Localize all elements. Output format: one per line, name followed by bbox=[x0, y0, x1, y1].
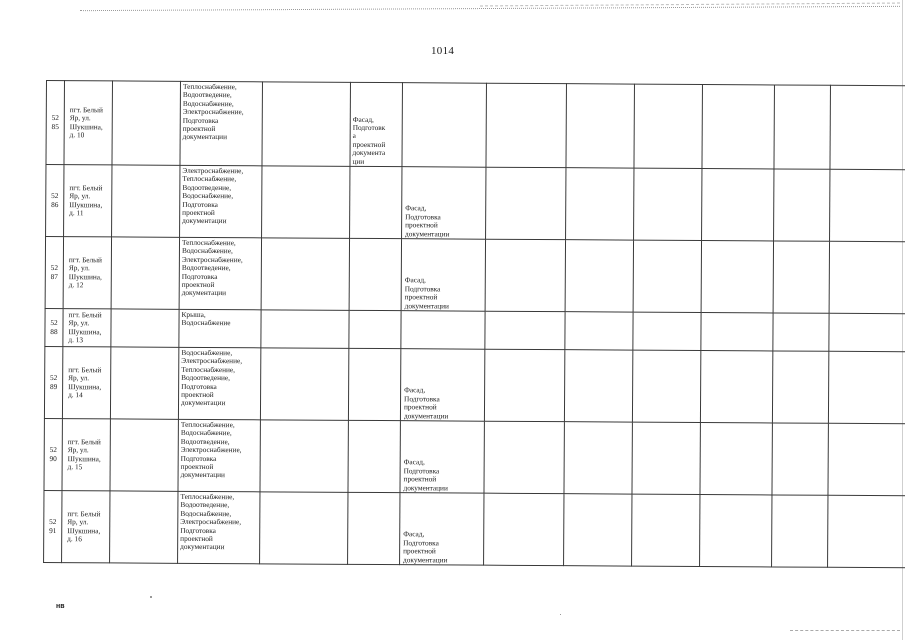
works-cell bbox=[178, 491, 260, 563]
empty-cell bbox=[484, 349, 564, 421]
facade-cell-primary bbox=[349, 310, 401, 348]
table-row bbox=[44, 418, 905, 495]
address-line: пгт. Белый bbox=[68, 254, 103, 265]
row-number-part: 52 bbox=[51, 191, 59, 201]
address-line: д. 11 bbox=[69, 208, 84, 218]
works-line: Водоснабжение, bbox=[181, 246, 233, 256]
row-number-cell bbox=[46, 81, 65, 165]
facade-line: Фасад, bbox=[403, 457, 425, 467]
empty-cell bbox=[485, 239, 565, 311]
empty-cell bbox=[634, 84, 703, 168]
address-cell bbox=[62, 419, 110, 491]
address-line: д. 16 bbox=[67, 534, 82, 544]
works-line: Теплоснабжение, bbox=[180, 419, 235, 430]
empty-cell bbox=[701, 241, 773, 313]
works-line: Электроснабжение, bbox=[180, 445, 242, 455]
empty-cell bbox=[110, 347, 178, 419]
facade-line: Фасад, bbox=[404, 385, 426, 395]
empty-cell bbox=[112, 81, 181, 165]
facade-line: Подготовка bbox=[403, 537, 439, 548]
works-line: Водоотведение, bbox=[180, 500, 230, 510]
facade-line: Подготовка bbox=[405, 211, 441, 222]
facade-line: Подготовка bbox=[404, 283, 441, 294]
address-line: д. 13 bbox=[68, 335, 84, 345]
works-line: Крыша, bbox=[181, 309, 206, 319]
table-row bbox=[46, 165, 905, 242]
scan-speck bbox=[560, 614, 561, 615]
works-line: Водоснабжение, bbox=[182, 98, 234, 108]
works-line: документации bbox=[181, 398, 226, 408]
address-cell bbox=[64, 81, 113, 165]
facade-line: проектной bbox=[404, 292, 438, 302]
empty-cell bbox=[772, 351, 828, 423]
works-line: Электроснабжение, bbox=[182, 165, 244, 176]
empty-cell bbox=[564, 494, 632, 566]
address-line: Шукшина, bbox=[68, 271, 102, 281]
scan-speck bbox=[150, 596, 152, 598]
facade-line: документа bbox=[352, 148, 386, 158]
empty-cell bbox=[484, 493, 564, 565]
facade-line: Подготовка bbox=[404, 393, 440, 404]
row-number-cell bbox=[45, 308, 63, 346]
empty-cell bbox=[260, 348, 348, 421]
empty-cell bbox=[828, 495, 905, 568]
empty-cell bbox=[110, 419, 178, 491]
address-cell bbox=[63, 237, 111, 309]
empty-cell bbox=[829, 313, 905, 352]
empty-cell bbox=[110, 491, 178, 563]
address-line: пгт. Белый bbox=[69, 104, 103, 115]
empty-cell bbox=[772, 495, 828, 567]
row-number-part: 86 bbox=[51, 199, 59, 209]
facade-cell-secondary bbox=[400, 421, 484, 494]
address-line: Яр, ул. bbox=[68, 263, 90, 273]
facade-cell-primary bbox=[348, 420, 400, 492]
empty-cell bbox=[633, 240, 701, 312]
empty-cell bbox=[565, 312, 633, 350]
facade-line: Фасад, bbox=[405, 203, 427, 213]
works-cell bbox=[180, 81, 263, 165]
address-cell bbox=[62, 491, 110, 563]
facade-cell-primary bbox=[349, 238, 401, 310]
address-line: Шукшина, bbox=[69, 121, 103, 131]
row-number-part: 52 bbox=[49, 445, 57, 455]
empty-cell bbox=[828, 423, 905, 496]
scan-edge-bottom bbox=[790, 630, 900, 631]
table-row bbox=[45, 237, 905, 314]
address-line: Шукшина, bbox=[67, 453, 101, 463]
empty-cell bbox=[565, 240, 633, 312]
works-line: проектной bbox=[180, 461, 214, 472]
row-number-cell bbox=[46, 165, 64, 237]
row-number-cell bbox=[44, 490, 62, 562]
facade-line: документации bbox=[403, 554, 448, 565]
row-number-cell bbox=[45, 237, 63, 309]
facade-line: Фасад, bbox=[352, 114, 374, 124]
row-number-part: 52 bbox=[50, 318, 58, 328]
works-line: Электроснабжение, bbox=[180, 517, 242, 527]
empty-cell bbox=[701, 313, 773, 351]
facade-line: ции bbox=[352, 156, 365, 166]
empty-cell bbox=[485, 311, 565, 349]
facade-cell-primary bbox=[350, 166, 402, 238]
works-line: Водоснабжение, bbox=[182, 191, 234, 201]
works-cell bbox=[180, 165, 262, 237]
works-line: Водоснабжение, bbox=[180, 428, 232, 438]
works-line: Теплоснабжение, bbox=[181, 237, 236, 248]
row-number-part: 87 bbox=[50, 271, 58, 281]
facade-line: проектной bbox=[403, 402, 437, 412]
row-number-cell bbox=[44, 346, 62, 418]
facade-line: документации bbox=[405, 228, 450, 239]
row-number-part: 90 bbox=[49, 453, 57, 463]
empty-cell bbox=[111, 237, 179, 309]
empty-cell bbox=[486, 83, 567, 167]
works-line: проектной bbox=[180, 533, 213, 544]
facade-line: Подготовк bbox=[352, 122, 386, 133]
empty-cell bbox=[774, 169, 830, 241]
facade-line: документации bbox=[403, 482, 448, 493]
empty-cell bbox=[633, 312, 701, 350]
table-row bbox=[44, 490, 905, 567]
facade-line: а bbox=[352, 131, 356, 141]
empty-cell bbox=[700, 495, 772, 567]
address-line: Яр, ул. bbox=[67, 445, 89, 455]
facade-line: документации bbox=[403, 410, 449, 421]
works-line: проектной bbox=[181, 389, 214, 400]
facade-cell-primary bbox=[348, 348, 400, 420]
facade-line: проектной bbox=[403, 546, 436, 556]
address-line: Шукшина, bbox=[68, 381, 102, 391]
facade-line: Фасад, bbox=[403, 529, 425, 539]
table-row bbox=[44, 346, 905, 423]
works-line: Теплоснабжение, bbox=[181, 364, 236, 374]
repair-schedule-table bbox=[43, 80, 905, 568]
empty-cell bbox=[111, 309, 179, 347]
works-cell bbox=[178, 419, 260, 491]
empty-cell bbox=[829, 241, 905, 314]
facade-line: Фасад, bbox=[404, 275, 426, 285]
empty-cell bbox=[564, 350, 632, 422]
row-number-part: 89 bbox=[49, 381, 58, 391]
works-cell bbox=[179, 309, 261, 348]
row-number-part: 52 bbox=[49, 373, 58, 383]
address-line: д. 15 bbox=[67, 462, 83, 472]
row-number-part: 85 bbox=[51, 121, 59, 131]
address-line: пгт. Белый bbox=[67, 436, 101, 447]
address-line: Яр, ул. bbox=[68, 318, 90, 328]
empty-cell bbox=[632, 422, 700, 494]
address-line: д. 12 bbox=[68, 280, 84, 290]
facade-cell-secondary bbox=[402, 167, 486, 240]
empty-cell bbox=[700, 423, 772, 495]
facade-line: проектной bbox=[403, 474, 437, 484]
empty-cell bbox=[632, 494, 700, 566]
facade-cell-secondary bbox=[401, 239, 485, 312]
facade-cell-secondary bbox=[400, 493, 484, 566]
works-line: Подготовка bbox=[181, 271, 218, 281]
empty-cell bbox=[260, 420, 348, 493]
footer-mark: нв bbox=[56, 603, 65, 610]
works-line: Подготовка bbox=[181, 381, 217, 391]
empty-cell bbox=[261, 238, 349, 311]
empty-cell bbox=[112, 165, 180, 237]
works-line: Водоснабжение bbox=[181, 318, 231, 328]
works-line: Водоотведение, bbox=[182, 182, 232, 192]
works-line: Теплоснабжение, bbox=[180, 491, 235, 502]
address-line: Яр, ул. bbox=[69, 191, 91, 201]
works-line: Электроснабжение, bbox=[181, 254, 243, 265]
facade-line: документации bbox=[404, 300, 450, 311]
address-line: Яр, ул. bbox=[68, 373, 90, 383]
works-cell bbox=[178, 347, 260, 419]
facade-cell-primary bbox=[350, 82, 403, 166]
works-line: Водоснабжение, bbox=[181, 347, 233, 358]
row-number-part: 88 bbox=[50, 326, 58, 336]
row-number-part: 52 bbox=[49, 517, 57, 527]
works-line: документации bbox=[180, 470, 225, 480]
row-number-cell bbox=[44, 418, 62, 490]
address-line: Яр, ул. bbox=[69, 113, 91, 123]
address-line: д. 10 bbox=[69, 130, 85, 140]
works-line: документации bbox=[182, 132, 228, 142]
works-line: документации bbox=[181, 288, 227, 298]
works-line: Водоотведение, bbox=[180, 436, 230, 446]
address-line: Яр, ул. bbox=[67, 517, 89, 527]
empty-cell bbox=[484, 421, 564, 493]
works-line: Теплоснабжение, bbox=[182, 174, 237, 184]
empty-cell bbox=[262, 82, 351, 167]
works-line: Подготовка bbox=[182, 115, 219, 125]
works-line: Водоотведение, bbox=[181, 263, 231, 273]
works-line: Подготовка bbox=[180, 525, 216, 535]
facade-line: Подготовка bbox=[403, 465, 440, 476]
empty-cell bbox=[773, 313, 829, 351]
works-line: Водоотведение, bbox=[182, 90, 232, 100]
row-number-part: 91 bbox=[49, 525, 57, 535]
empty-cell bbox=[634, 168, 702, 240]
address-line: Шукшина, bbox=[68, 326, 102, 336]
works-line: Электроснабжение, bbox=[181, 356, 243, 366]
works-line: Подготовка bbox=[182, 199, 218, 209]
empty-cell bbox=[566, 84, 635, 168]
works-line: документации bbox=[180, 542, 225, 552]
table-row bbox=[46, 81, 905, 170]
empty-cell bbox=[262, 166, 350, 239]
works-line: Теплоснабжение, bbox=[182, 81, 237, 92]
empty-cell bbox=[566, 168, 634, 240]
empty-cell bbox=[774, 85, 831, 169]
empty-cell bbox=[702, 85, 775, 169]
address-cell bbox=[64, 165, 112, 237]
table-row bbox=[45, 308, 905, 351]
facade-cell-secondary bbox=[400, 349, 484, 422]
address-line: пгт. Белый bbox=[67, 508, 101, 519]
empty-cell bbox=[486, 167, 566, 239]
repair-schedule-sheet bbox=[43, 80, 836, 585]
empty-cell bbox=[830, 85, 905, 170]
works-line: проектной bbox=[181, 279, 215, 290]
address-line: пгт. Белый bbox=[68, 309, 102, 320]
facade-cell-secondary bbox=[401, 311, 485, 350]
facade-line: проектной bbox=[405, 220, 438, 230]
row-number-part: 52 bbox=[50, 263, 59, 273]
empty-cell bbox=[260, 492, 348, 565]
empty-cell bbox=[772, 423, 828, 495]
address-line: пгт. Белый bbox=[68, 364, 102, 375]
facade-cell-primary bbox=[348, 492, 400, 564]
works-line: Водоотведение, bbox=[181, 373, 230, 383]
empty-cell bbox=[632, 350, 700, 422]
empty-cell bbox=[773, 241, 829, 313]
address-cell bbox=[63, 309, 111, 347]
address-cell bbox=[62, 347, 110, 419]
works-line: проектной bbox=[182, 123, 216, 134]
works-line: Водоснабжение, bbox=[180, 508, 232, 518]
facade-cell-secondary bbox=[402, 83, 487, 168]
empty-cell bbox=[828, 351, 905, 424]
address-line: Шукшина, bbox=[69, 199, 103, 209]
page-number: 1014 bbox=[431, 45, 455, 57]
works-cell bbox=[179, 237, 261, 309]
empty-cell bbox=[830, 169, 905, 242]
address-line: пгт. Белый bbox=[69, 182, 103, 193]
works-line: документации bbox=[182, 216, 227, 226]
row-number-part: 52 bbox=[51, 113, 59, 123]
works-line: Подготовка bbox=[180, 453, 217, 463]
address-line: Шукшина, bbox=[67, 525, 101, 535]
empty-cell bbox=[702, 169, 774, 241]
works-line: Электроснабжение, bbox=[182, 107, 244, 117]
works-line: проектной bbox=[182, 207, 215, 218]
facade-line: проектной bbox=[352, 139, 386, 149]
empty-cell bbox=[261, 310, 349, 349]
address-line: д. 14 bbox=[68, 390, 83, 400]
empty-cell bbox=[564, 422, 632, 494]
empty-cell bbox=[700, 351, 772, 423]
